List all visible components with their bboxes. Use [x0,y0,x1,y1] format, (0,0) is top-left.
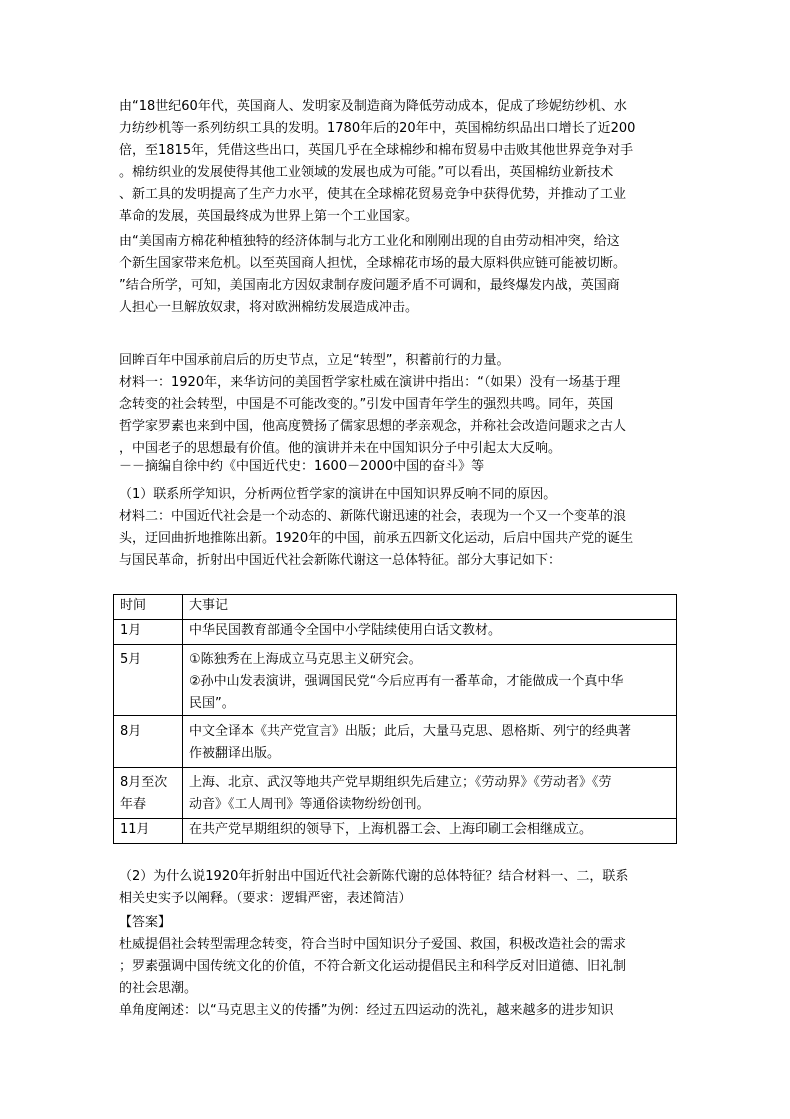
text-line: 相关史实予以阐释。（要求：逻辑严密，表述简洁） [119,891,412,906]
table-cell-events [183,620,677,645]
table-cell-events [183,819,677,844]
text-line: 头，迂回曲折地推陈出新。1920年的中国，前承五四新文化运动，后启中国共产党的诞生 [119,531,634,546]
cell-text: 年春 [120,797,147,812]
table-row [114,620,677,645]
cell-text: 在共产党早期组织的领导下，上海机器工会、上海印刷工会相继成立。 [189,822,593,837]
text-line: 由“美国南方棉花种植独特的经济体制与北方工业化和刚刚出现的自由劳动相冲突，给这 [119,234,620,249]
cell-text: 11月 [120,822,150,837]
text-line: 材料二：中国近代社会是一个动态的、新陈代谢迅速的社会，表现为一个又一个变革的浪 [119,509,627,524]
cell-text: 中华民国教育部通令全国中小学陆续使用白话文教材。 [189,623,502,638]
table-cell-time [114,645,183,716]
table-cell-time [114,716,183,768]
text-line: 革命的发展，英国最终成为世界上第一个工业国家。 [119,209,419,224]
cell-text: 上海、北京、武汉等地共产党早期组织先后建立；《劳动界》《劳动者》《劳 [189,775,612,790]
table-cell-time [114,819,183,844]
table-cell-time [114,620,183,645]
text-line: ；罗素强调中国传统文化的价值，不符合新文化运动提倡民主和科学反对旧道德、旧礼制 [119,959,627,974]
cell-text: 作被翻译出版。 [189,746,281,761]
text-line: 念转变的社会转型，中国是不可能改变的。”引发中国青年学生的强烈共鸣。同年，英国 [119,397,614,412]
table-row [114,768,677,819]
text-line: 单角度阐述：以“马克思主义的传播”为例：经过五四运动的洗礼，越来越多的进步知识 [119,1003,614,1018]
events-table [113,594,677,844]
text-line: （2）为什么说1920年折射出中国近代社会新陈代谢的总体特征？结合材料一、二，联系 [119,869,629,884]
text-line: 个新生国家带来危机。以至英国商人担忧，全球棉花市场的最大原料供应链可能被切断。 [119,256,627,271]
table-cell-events [183,645,677,716]
text-line: 与国民革命，折射出中国近代社会新陈代谢这一总体特征。部分大事记如下： [119,553,562,568]
cell-text: 中文全译本《共产党宣言》出版；此后，大量马克思、恩格斯、列宁的经典著 [189,724,632,739]
cell-text: 民国”。 [189,696,235,711]
table-header-row [114,595,677,620]
source-citation: －－摘编自徐中约《中国近代史：1600－2000中国的奋斗》等 [119,459,485,474]
text-line: ”结合所学，可知，美国南北方因奴隶制存废问题矛盾不可调和，最终爆发内战，英国商 [119,278,620,293]
table-row [114,645,677,716]
cell-text: 8月至次 [120,775,168,790]
text-line: 哲学家罗素也来到中国，他高度赞扬了儒家思想的孝亲观念，并称社会改造问题求之古人 [119,419,627,434]
cell-text: 1月 [120,623,142,638]
cell-text: 动音》《工人周刊》等通俗读物纷纷创刊。 [189,797,430,812]
table-cell-events [183,716,677,768]
text-line: 由“18世纪60年代，英国商人、发明家及制造商为降低劳动成本，促成了珍妮纺纱机、水 [119,99,627,114]
table-header-events: 大事记 [183,595,677,620]
table-row [114,819,677,844]
text-line: 。棉纺织业的发展使得其他工业领域的发展也成为可能。”可以看出，英国棉纺业新技术 [119,165,614,180]
table-cell-time [114,768,183,819]
text-line: 杜威提倡社会转型需理念转变，符合当时中国知识分子爱国、救国，积极改造社会的需求 [119,937,627,952]
text-line: 的社会思潮。 [119,981,198,996]
cell-text: 8月 [120,724,142,739]
cell-text: ①陈独秀在上海成立马克思主义研究会。 [189,652,422,667]
question-intro: 回眸百年中国承前启后的历史节点，立足“转型”，积蓄前行的力量。 [119,353,510,368]
sub-question-1: （1）联系所学知识，分析两位哲学家的演讲在中国知识界反响不同的原因。 [119,487,557,502]
answer-label: 【答案】 [119,915,172,930]
cell-text: 5月 [120,652,142,667]
text-line: 材料一：1920年，来华访问的美国哲学家杜威在演讲中指出：“（如果）没有一场基于理 [119,375,621,390]
cell-text: ②孙中山发表演讲，强调国民党“今后应再有一番革命，才能做成一个真中华 [189,674,624,689]
text-line: 人担心一旦解放奴隶，将对欧洲棉纺发展造成冲击。 [119,300,419,315]
text-line: 倍，至1815年，凭借这些出口，英国几乎在全球棉纱和棉布贸易中击败其他世界竞争对手 [119,143,634,158]
text-line: ，中国老子的思想最有价值。他的演讲并未在中国知识分子中引起太大反响。 [119,441,562,456]
table-cell-events [183,768,677,819]
table-header-time: 时间 [114,595,183,620]
table-row [114,716,677,768]
text-line: 、新工具的发明提高了生产力水平，使其在全球棉花贸易竞争中获得优势，并推动了工业 [119,187,627,202]
text-line: 力纺纱机等一系列纺织工具的发明。1780年后的20年中，英国棉纺织品出口增长了近200 [119,121,636,136]
